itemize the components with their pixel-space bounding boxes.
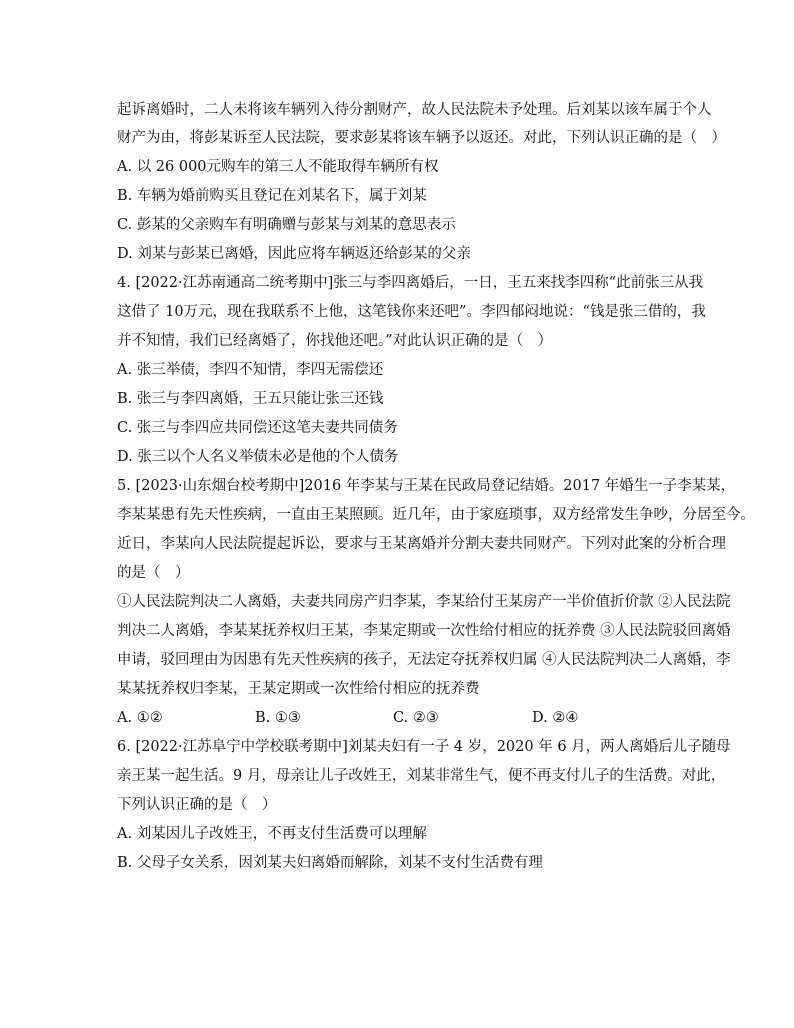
question-5-option-d: D. ②④: [532, 710, 579, 726]
question-3-stem-line: 起诉离婚时，二人未将该车辆列入待分割财产，故人民法院未予处理。后刘某以该车属于个人: [117, 102, 712, 118]
question-6-stem-line: 6. [2022·江苏阜宁中学校联考期中]刘某夫妇有一子 4 岁，2020 年 6 月，两人离婚后儿子随母: [117, 739, 731, 755]
question-5-statement-line: 判决二人离婚，李某某抚养权归王某，李某定期或一次性给付相应的抚养费 ③人民法院驳回离婚: [117, 623, 731, 639]
question-5-statement-line: 某某抚养权归李某，王某定期或一次性给付相应的抚养费: [117, 681, 480, 697]
question-4-stem-line: 并不知情，我们已经离婚了，你找他还吧。”对此认识正确的是（ ）: [117, 333, 553, 349]
question-5-stem-line: 李某某患有先天性疾病，一直由王某照顾。近几年，由于家庭琐事，双方经常发生争吵，分居至今。: [117, 507, 755, 523]
question-4-option-b: B. 张三与李四离婚，王五只能让张三还钱: [117, 391, 384, 407]
question-5-statement-line: 申请，驳回理由为因患有先天性疾病的孩子，无法定夺抚养权归属 ④人民法院判决二人离婚，李: [117, 652, 731, 668]
question-4-option-c: C. 张三与李四应共同偿还这笔夫妻共同债务: [117, 420, 398, 436]
question-6-option-a: A. 刘某因儿子改姓王，不再支付生活费可以理解: [117, 826, 427, 842]
question-4-option-d: D. 张三以个人名义举债未必是他的个人债务: [117, 449, 399, 465]
question-5-statement-line: ①人民法院判决二人离婚，夫妻共同房产归李某，李某给付王某房产一半价值折价款 ②人民法院: [117, 594, 731, 610]
question-5-stem-line: 近日，李某向人民法院提起诉讼，要求与王某离婚并分割夫妻共同财产。下列对此案的分析合理: [117, 536, 726, 552]
question-4-option-a: A. 张三举债，李四不知情，李四无需偿还: [117, 362, 384, 378]
question-4-stem-line: 4. [2022·江苏南通高二统考期中]张三与李四离婚后，一日，王五来找李四称“此前张三从我: [117, 275, 704, 291]
question-6-option-b: B. 父母子女关系，因刘某夫妇离婚而解除，刘某不支付生活费有理: [117, 855, 543, 871]
question-3-stem-line: 财产为由，将彭某诉至人民法院，要求彭某将该车辆予以返还。对此，下列认识正确的是（ ）: [117, 130, 726, 146]
question-5-option-c: C. ②③: [393, 710, 439, 726]
question-3-option-a: A. 以 26 000元购车的第三人不能取得车辆所有权: [117, 159, 439, 175]
question-6-stem-line: 下列认识正确的是（ ）: [117, 797, 277, 813]
question-3-option-d: D. 刘某与彭某已离婚，因此应将车辆返还给彭某的父亲: [117, 246, 471, 262]
question-5-option-b: B. ①③: [255, 710, 301, 726]
question-3-option-b: B. 车辆为婚前购买且登记在刘某名下，属于刘某: [117, 188, 427, 204]
question-6-stem-line: 亲王某一起生活。9 月，母亲让儿子改姓王，刘某非常生气，便不再支付儿子的生活费。对此，: [117, 768, 726, 784]
question-5-option-a: A. ①②: [117, 710, 163, 726]
question-5-stem-line: 5. [2023·山东烟台校考期中]2016 年李某与王某在民政局登记结婚。2017 年婚生一子李某某，: [117, 478, 736, 494]
question-3-option-c: C. 彭某的父亲购车有明确赠与彭某与刘某的意思表示: [117, 217, 456, 233]
question-5-stem-line: 的是（ ）: [117, 565, 190, 581]
question-4-stem-line: 这借了 10万元，现在我联系不上他，这笔钱你来还吧”。李四郁闷地说：“钱是张三借的，我: [117, 304, 706, 320]
